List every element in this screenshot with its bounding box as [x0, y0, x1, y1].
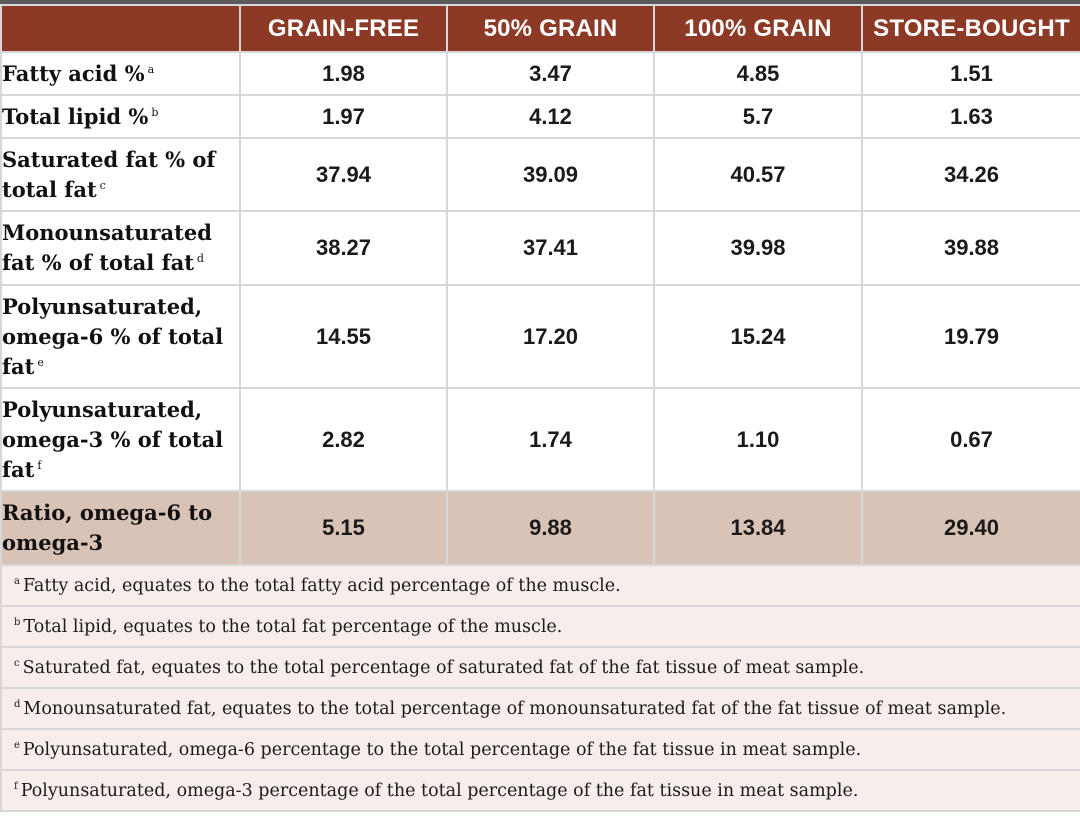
- fat-composition-table: [0, 4, 1080, 812]
- table-cell: 38.27: [240, 211, 447, 285]
- footnote-row: [1, 729, 1080, 770]
- table-cell: 29.40: [862, 491, 1080, 565]
- footnote-marker: f: [37, 458, 42, 472]
- header-corner: [1, 5, 240, 52]
- table-cell: 17.20: [447, 285, 654, 388]
- table-cell: 1.63: [862, 95, 1080, 138]
- row-label-text: Ratio, omega-6 to omega-3: [2, 500, 213, 555]
- table-cell: 14.55: [240, 285, 447, 388]
- table-row: [1, 285, 1080, 388]
- footnote-marker: e: [14, 739, 20, 751]
- footnote-marker: a: [14, 575, 20, 587]
- row-label-text: Monounsaturated fat % of total fat: [2, 220, 212, 275]
- row-label-text: Saturated fat % of total fat: [2, 146, 216, 202]
- table-cell: 1.10: [654, 388, 862, 491]
- table-cell: 1.97: [240, 95, 447, 138]
- table-cell: 19.79: [862, 285, 1080, 388]
- row-label: [1, 138, 240, 211]
- footnote-row: [1, 770, 1080, 811]
- table-cell: 15.24: [654, 285, 862, 388]
- table-cell: 13.84: [654, 491, 862, 565]
- footnote-text: Polyunsaturated, omega-3 percentage of the total percentage of the fat tissue in meat sample.: [20, 780, 859, 801]
- row-label: [1, 95, 240, 138]
- table-cell: 37.41: [447, 211, 654, 285]
- table-cell: 40.57: [654, 138, 862, 211]
- table-cell: 39.88: [862, 211, 1080, 285]
- table-cell: 37.94: [240, 138, 447, 211]
- table-cell: 5.15: [240, 491, 447, 565]
- row-label-text: Polyunsaturated, omega-3 % of total fat: [2, 396, 224, 482]
- col-header-100-grain: 100% GRAIN: [654, 5, 862, 52]
- table-cell: 1.51: [862, 52, 1080, 95]
- footnote: [1, 565, 1080, 606]
- row-label: [1, 285, 240, 388]
- footnote: [1, 606, 1080, 647]
- row-label-text: Total lipid %: [2, 103, 149, 129]
- footnote-row: [1, 565, 1080, 606]
- table-cell: 0.67: [862, 388, 1080, 491]
- footnote-marker: b: [151, 105, 159, 119]
- footnote-text: Monounsaturated fat, equates to the total percentage of monounsaturated fat of the fat tissue of meat sample.: [23, 698, 1007, 719]
- footnote-text: Saturated fat, equates to the total percentage of saturated fat of the fat tissue of meat sample.: [22, 657, 865, 678]
- table-cell: 1.74: [447, 388, 654, 491]
- footnote-marker: d: [14, 698, 21, 710]
- row-label: [1, 388, 240, 491]
- footnote-marker: f: [14, 780, 18, 792]
- table-cell: 4.12: [447, 95, 654, 138]
- footnote-marker: c: [99, 178, 106, 192]
- table-cell: 39.98: [654, 211, 862, 285]
- footnote-marker: c: [14, 657, 20, 669]
- table-cell: 34.26: [862, 138, 1080, 211]
- footnote-marker: e: [37, 355, 44, 369]
- row-label: [1, 52, 240, 95]
- table-row: [1, 95, 1080, 138]
- table-cell: 1.98: [240, 52, 447, 95]
- col-header-grain-free: GRAIN-FREE: [240, 5, 447, 52]
- table-cell: 39.09: [447, 138, 654, 211]
- footnote-marker: b: [14, 616, 21, 628]
- footnote: [1, 647, 1080, 688]
- table-cell: 3.47: [447, 52, 654, 95]
- table-row: [1, 388, 1080, 491]
- row-label-text: Polyunsaturated, omega-6 % of total fat: [2, 293, 224, 379]
- footnote-marker: a: [147, 62, 155, 76]
- table-row: [1, 211, 1080, 285]
- footnote-text: Polyunsaturated, omega-6 percentage to the total percentage of the fat tissue in meat sample.: [22, 739, 862, 760]
- footnote-row: [1, 688, 1080, 729]
- col-header-store-bought: STORE-BOUGHT: [862, 5, 1080, 52]
- header-row: [1, 5, 1080, 52]
- footnote-row: [1, 606, 1080, 647]
- table-row: [1, 138, 1080, 211]
- row-label: [1, 491, 240, 565]
- table-cell: 4.85: [654, 52, 862, 95]
- table-row: [1, 52, 1080, 95]
- footnote-marker: d: [196, 252, 204, 265]
- footnote: [1, 688, 1080, 729]
- footnote: [1, 729, 1080, 770]
- footnote: [1, 770, 1080, 811]
- table-cell: 9.88: [447, 491, 654, 565]
- col-header-50-grain: 50% GRAIN: [447, 5, 654, 52]
- row-label: [1, 211, 240, 285]
- row-label-text: Fatty acid %: [2, 60, 145, 86]
- ratio-row: [1, 491, 1080, 565]
- table-cell: 5.7: [654, 95, 862, 138]
- footnote-row: [1, 647, 1080, 688]
- footnote-text: Total lipid, equates to the total fat percentage of the muscle.: [23, 616, 563, 637]
- table-cell: 2.82: [240, 388, 447, 491]
- footnote-text: Fatty acid, equates to the total fatty acid percentage of the muscle.: [22, 575, 621, 596]
